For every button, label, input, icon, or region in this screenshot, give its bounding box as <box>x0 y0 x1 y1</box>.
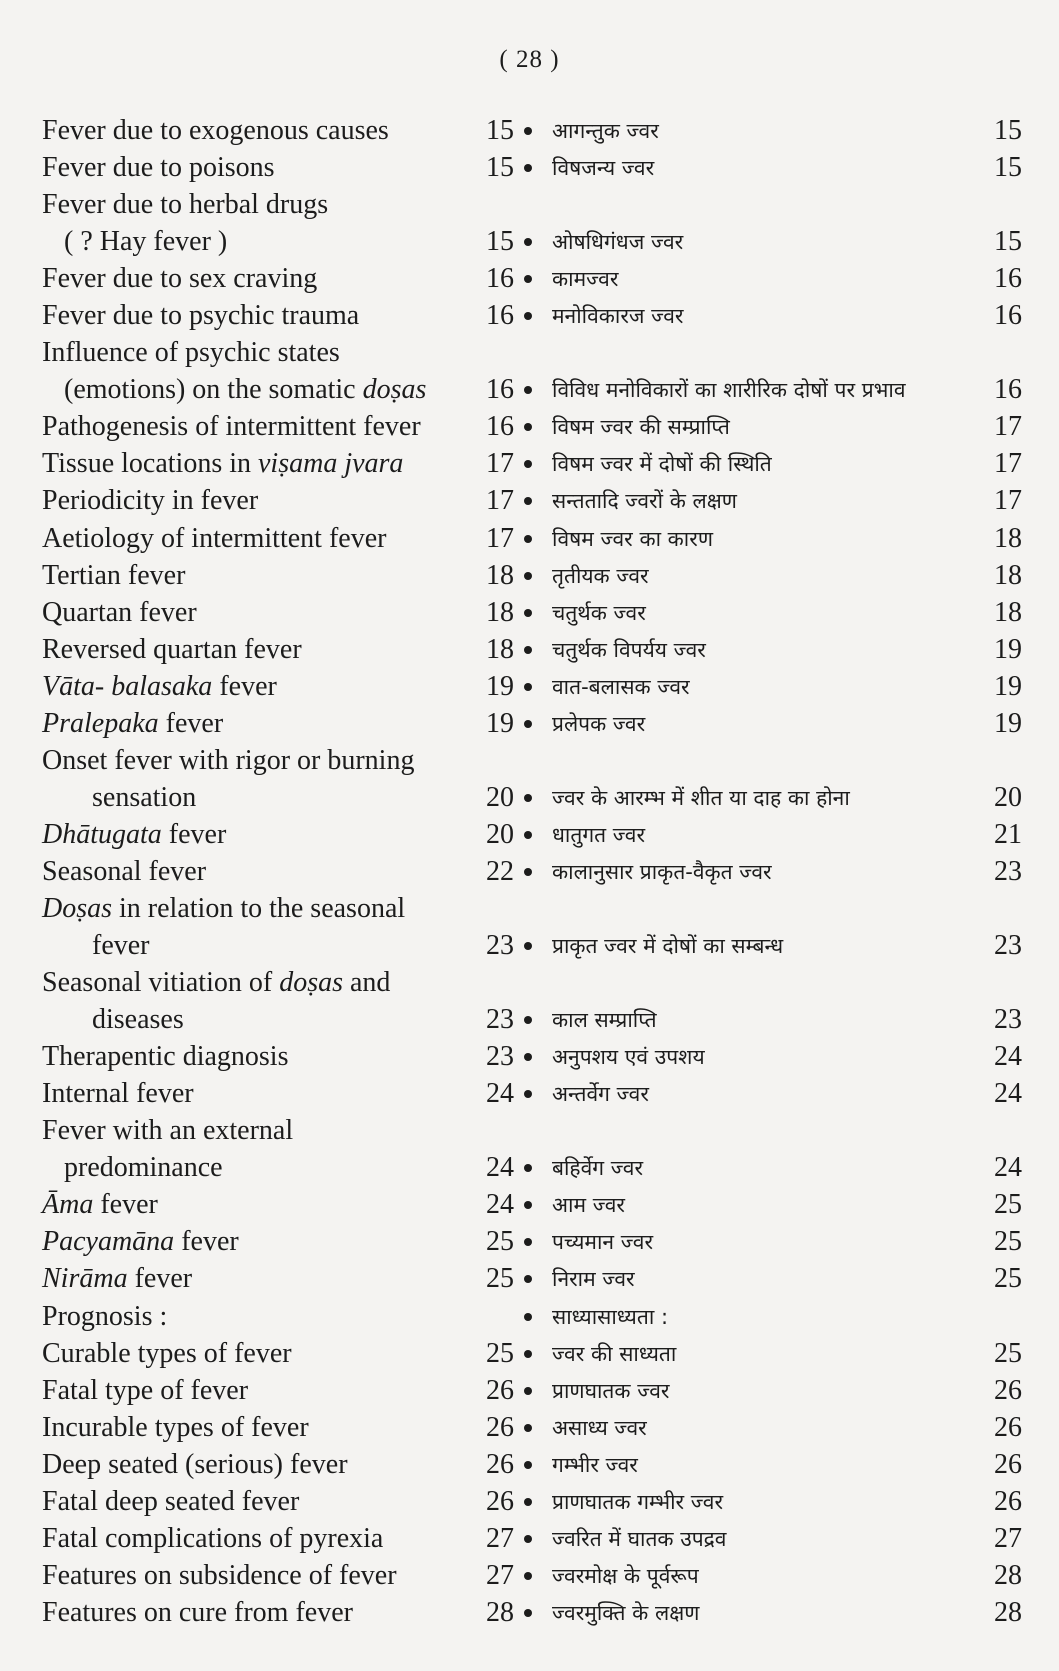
english-page-number: 19 <box>486 670 514 702</box>
english-entry-text: Fever with an external <box>42 1115 294 1147</box>
toc-row <box>42 186 1022 223</box>
english-entry-italic-term: Vāta- balasaka <box>42 670 213 702</box>
bullet-icon <box>524 1424 532 1432</box>
english-page-number: 17 <box>486 485 514 517</box>
hindi-page-number: 19 <box>994 633 1022 665</box>
hindi-page-number: 24 <box>994 1078 1022 1110</box>
toc-row <box>42 371 1022 408</box>
hindi-entry: प्राकृत ज्वर में दोषों का सम्बन्ध <box>552 934 784 959</box>
english-page-number: 26 <box>486 1374 514 1406</box>
bullet-icon <box>524 497 532 505</box>
english-page-number: 18 <box>486 596 514 628</box>
hindi-entry: ज्वरमोक्ष के पूर्वरूप <box>552 1563 699 1588</box>
hindi-entry: धातुगत ज्वर <box>552 822 646 847</box>
hindi-entry: प्रलेपक ज्वर <box>552 711 646 736</box>
hindi-page-number: 27 <box>994 1522 1022 1554</box>
toc-row <box>42 1446 1022 1483</box>
english-page-number: 28 <box>486 1596 514 1628</box>
hindi-page-number: 19 <box>994 670 1022 702</box>
bullet-icon <box>524 460 532 468</box>
bullet-icon <box>524 831 532 839</box>
hindi-entry: चतुर्थक ज्वर <box>552 600 646 625</box>
english-entry-text: ( ? Hay fever ) <box>64 226 228 258</box>
toc-row <box>42 334 1022 371</box>
english-entry <box>42 408 421 445</box>
english-entry <box>42 1075 194 1112</box>
hindi-page-number: 20 <box>994 781 1022 813</box>
english-entry <box>42 445 403 482</box>
hindi-entry: विषजन्य ज्वर <box>552 156 655 181</box>
english-entry <box>42 1409 309 1446</box>
english-entry-text: predominance <box>64 1152 223 1184</box>
toc-row <box>42 1260 1022 1297</box>
english-entry <box>92 1001 184 1038</box>
bullet-icon <box>524 1201 532 1209</box>
hindi-page-number: 17 <box>994 448 1022 480</box>
english-entry <box>42 1446 348 1483</box>
hindi-entry: विषम ज्वर का कारण <box>552 526 714 551</box>
hindi-entry: ज्वर के आरम्भ में शीत या दाह का होना <box>552 785 850 810</box>
toc-row <box>42 112 1022 149</box>
hindi-entry: ओषधिगंधज ज्वर <box>552 230 684 255</box>
english-page-number: 26 <box>486 1448 514 1480</box>
toc-row <box>42 1335 1022 1372</box>
english-entry <box>42 297 359 334</box>
bullet-icon <box>524 646 532 654</box>
english-entry-text: Seasonal vitiation of <box>42 967 280 999</box>
bullet-icon <box>524 1164 532 1172</box>
bullet-icon <box>524 1498 532 1506</box>
hindi-entry: साध्यासाध्यता : <box>552 1304 669 1329</box>
english-entry <box>42 186 328 223</box>
toc-row <box>42 1038 1022 1075</box>
bullet-icon <box>524 238 532 246</box>
bullet-icon <box>524 1461 532 1469</box>
english-entry-italic-term: viṣama jvara <box>258 448 404 480</box>
english-entry <box>42 594 197 631</box>
english-entry <box>42 742 414 779</box>
english-entry-text: Aetiology of intermittent fever <box>42 522 387 554</box>
bullet-icon <box>524 1016 532 1024</box>
hindi-entry: ज्वरमुक्ति के लक्षण <box>552 1600 700 1625</box>
english-entry <box>42 1372 248 1409</box>
toc-row <box>42 816 1022 853</box>
english-entry <box>42 482 258 519</box>
hindi-page-number: 23 <box>994 1004 1022 1036</box>
bullet-icon <box>524 794 532 802</box>
english-entry-text: Fatal complications of pyrexia <box>42 1522 384 1554</box>
toc-row <box>42 705 1022 742</box>
hindi-entry: अन्तर्वेग ज्वर <box>552 1082 649 1107</box>
hindi-page-number: 19 <box>994 707 1022 739</box>
hindi-entry: विषम ज्वर में दोषों की स्थिति <box>552 452 772 477</box>
english-entry-text: Prognosis : <box>42 1300 168 1332</box>
bullet-icon <box>524 1350 532 1358</box>
hindi-page-number: 17 <box>994 485 1022 517</box>
english-entry <box>42 520 386 557</box>
toc-row <box>42 890 1022 927</box>
bullet-icon <box>524 127 532 135</box>
english-entry-text-suffix: fever <box>93 1189 158 1221</box>
english-entry-text: Quartan fever <box>42 596 197 628</box>
bullet-icon <box>524 275 532 283</box>
english-entry-italic-term: Dhātugata <box>42 818 162 850</box>
english-entry <box>42 1260 192 1297</box>
toc-row <box>42 1112 1022 1149</box>
english-entry <box>42 149 275 186</box>
hindi-page-number: 28 <box>994 1559 1022 1591</box>
bullet-icon <box>524 1238 532 1246</box>
english-page-number: 24 <box>486 1078 514 1110</box>
hindi-entry: प्राणघातक ज्वर <box>552 1378 670 1403</box>
english-entry-text: Tertian fever <box>42 559 186 591</box>
english-page-number: 16 <box>486 411 514 443</box>
toc-row <box>42 520 1022 557</box>
toc-row <box>42 964 1022 1001</box>
toc-row <box>42 927 1022 964</box>
toc-row <box>42 668 1022 705</box>
english-page-number: 22 <box>486 855 514 887</box>
english-page-number: 20 <box>486 781 514 813</box>
hindi-entry: ज्वर की साध्यता <box>552 1341 677 1366</box>
english-entry-text: Features on subsidence of fever <box>42 1559 397 1591</box>
english-entry <box>92 927 150 964</box>
toc-row <box>42 482 1022 519</box>
english-entry <box>42 334 340 371</box>
english-entry <box>92 779 196 816</box>
hindi-entry: सन्ततादि ज्वरों के लक्षण <box>552 489 737 514</box>
english-entry <box>42 1557 397 1594</box>
hindi-entry: कालानुसार प्राकृत-वैकृत ज्वर <box>552 859 772 884</box>
hindi-page-number: 25 <box>994 1337 1022 1369</box>
hindi-entry: आगन्तुक ज्वर <box>552 119 659 143</box>
toc-row <box>42 445 1022 482</box>
bullet-icon <box>524 1535 532 1543</box>
toc-row <box>42 408 1022 445</box>
english-entry-text-suffix: fever <box>161 818 227 850</box>
english-entry-text-suffix: fever <box>174 1226 239 1258</box>
english-entry-text: Therapentic diagnosis <box>42 1041 289 1073</box>
toc-row <box>42 1298 1022 1335</box>
toc-row <box>42 1557 1022 1594</box>
hindi-page-number: 17 <box>994 411 1022 443</box>
toc-row <box>42 1372 1022 1409</box>
hindi-entry: विषम ज्वर की सम्प्राप्ति <box>552 415 730 440</box>
hindi-entry: कामज्वर <box>552 267 619 292</box>
hindi-page-number: 16 <box>994 374 1022 406</box>
english-page-number: 15 <box>486 115 514 146</box>
bullet-icon <box>524 164 532 172</box>
hindi-page-number: 23 <box>994 930 1022 962</box>
hindi-page-number: 21 <box>994 818 1022 850</box>
hindi-page-number: 18 <box>994 522 1022 554</box>
hindi-page-number: 26 <box>994 1374 1022 1406</box>
english-entry-text: Pathogenesis of intermittent fever <box>42 411 421 443</box>
english-entry-text-suffix: and <box>342 967 391 999</box>
english-entry-text: Features on cure from fever <box>42 1596 353 1628</box>
english-entry-text: Fever due to poisons <box>42 152 275 184</box>
toc-row <box>42 1223 1022 1260</box>
english-page-number: 18 <box>486 559 514 591</box>
english-page-number: 20 <box>486 818 514 850</box>
hindi-page-number: 16 <box>994 300 1022 332</box>
hindi-entry: विविध मनोविकारों का शारीरिक दोषों पर प्रभाव <box>552 378 906 403</box>
toc-row <box>42 1409 1022 1446</box>
english-entry-italic-term: Āma <box>42 1189 94 1221</box>
hindi-page-number: 15 <box>994 226 1022 258</box>
bullet-icon <box>524 609 532 617</box>
english-entry <box>42 816 226 853</box>
english-page-number: 27 <box>486 1522 514 1554</box>
english-entry-text: Curable types of fever <box>42 1337 292 1369</box>
english-entry-text: fever <box>92 930 150 962</box>
hindi-entry: निराम ज्वर <box>552 1267 635 1292</box>
english-page-number: 25 <box>486 1263 514 1295</box>
english-entry <box>64 223 227 260</box>
bullet-icon <box>524 423 532 431</box>
hindi-page-number: 18 <box>994 596 1022 628</box>
english-entry-italic-term: doṣas <box>362 374 427 406</box>
toc-row <box>42 779 1022 816</box>
english-entry-text: Reversed quartan fever <box>42 633 302 665</box>
toc-row <box>42 149 1022 186</box>
english-entry <box>64 371 426 408</box>
toc-row <box>42 1186 1022 1223</box>
english-page-number: 26 <box>486 1485 514 1517</box>
bullet-icon <box>524 1090 532 1098</box>
hindi-page-number: 25 <box>994 1189 1022 1221</box>
english-entry-text-suffix: in relation to the seasonal <box>112 892 406 924</box>
english-entry <box>42 964 390 1001</box>
toc-row <box>42 1149 1022 1186</box>
english-entry-italic-term: Pralepaka <box>42 707 159 739</box>
bullet-icon <box>524 868 532 876</box>
bullet-icon <box>524 312 532 320</box>
bullet-icon <box>524 1387 532 1395</box>
bullet-icon <box>524 1572 532 1580</box>
english-entry-text: Fever due to sex craving <box>42 263 318 295</box>
english-entry-italic-term: Doṣas <box>42 892 113 924</box>
hindi-page-number: 26 <box>994 1411 1022 1443</box>
hindi-entry: काल सम्प्राप्ति <box>552 1008 657 1033</box>
hindi-entry: ज्वरित में घातक उपद्रव <box>552 1526 727 1551</box>
hindi-page-number: 26 <box>994 1485 1022 1517</box>
english-entry <box>42 1223 239 1260</box>
english-entry <box>42 890 405 927</box>
hindi-page-number: 15 <box>994 152 1022 184</box>
english-entry-text-suffix: fever <box>158 707 224 739</box>
english-entry <box>42 1483 299 1520</box>
hindi-entry: मनोविकारज ज्वर <box>552 304 684 329</box>
english-entry-text: Fever due to herbal drugs <box>42 189 329 221</box>
english-entry <box>42 1335 292 1372</box>
hindi-page-number: 24 <box>994 1152 1022 1184</box>
toc-row <box>42 1075 1022 1112</box>
english-entry <box>42 1112 293 1149</box>
english-page-number: 25 <box>486 1337 514 1369</box>
english-page-number: 16 <box>486 263 514 295</box>
english-entry-text: Fever due to psychic trauma <box>42 300 360 332</box>
bullet-icon <box>524 572 532 580</box>
english-entry-text: Seasonal fever <box>42 855 207 887</box>
toc-row <box>42 260 1022 297</box>
english-entry-text: sensation <box>92 781 197 813</box>
english-entry-text-suffix: fever <box>127 1263 193 1295</box>
english-entry <box>42 705 223 742</box>
english-page-number: 16 <box>486 300 514 332</box>
toc-row <box>42 853 1022 890</box>
english-entry-text: Incurable types of fever <box>42 1411 309 1443</box>
english-entry <box>42 112 389 149</box>
english-entry <box>42 853 206 890</box>
hindi-entry: चतुर्थक विपर्यय ज्वर <box>552 637 706 662</box>
english-page-number: 17 <box>486 448 514 480</box>
english-page-number: 25 <box>486 1226 514 1258</box>
english-entry <box>42 260 317 297</box>
bullet-icon <box>524 1313 532 1321</box>
english-entry-text: diseases <box>92 1004 184 1036</box>
hindi-entry: वात-बलासक ज्वर <box>552 674 690 699</box>
hindi-page-number: 15 <box>994 115 1022 146</box>
bullet-icon <box>524 683 532 691</box>
hindi-entry: असाध्य ज्वर <box>552 1415 647 1440</box>
table-of-contents <box>42 112 1022 1631</box>
toc-row <box>42 223 1022 260</box>
hindi-entry: प्राणघातक गम्भीर ज्वर <box>552 1489 724 1514</box>
english-page-number: 27 <box>486 1559 514 1591</box>
hindi-page-number: 25 <box>994 1263 1022 1295</box>
hindi-entry: अनुपशय एवं उपशय <box>552 1045 705 1070</box>
english-entry-text: Onset fever with rigor or burning <box>42 744 415 776</box>
bullet-icon <box>524 1609 532 1617</box>
english-entry-italic-term: Pacyamāna <box>42 1226 175 1258</box>
english-page-number: 24 <box>486 1189 514 1221</box>
hindi-page-number: 25 <box>994 1226 1022 1258</box>
hindi-page-number: 24 <box>994 1041 1022 1073</box>
bullet-icon <box>524 535 532 543</box>
hindi-page-number: 23 <box>994 855 1022 887</box>
bullet-icon <box>524 1275 532 1283</box>
bullet-icon <box>524 386 532 394</box>
english-entry-text: Fatal type of fever <box>42 1374 249 1406</box>
hindi-entry: आम ज्वर <box>552 1193 625 1218</box>
toc-row <box>42 1483 1022 1520</box>
english-entry <box>42 557 185 594</box>
english-entry-text: Fever due to exogenous causes <box>42 115 389 146</box>
english-entry <box>42 1298 167 1335</box>
toc-row <box>42 297 1022 334</box>
toc-row <box>42 742 1022 779</box>
english-entry-text: Tissue locations in <box>42 448 258 480</box>
english-entry-text: Fatal deep seated fever <box>42 1485 300 1517</box>
hindi-page-number: 16 <box>994 263 1022 295</box>
english-entry <box>42 1520 383 1557</box>
english-entry <box>42 1186 158 1223</box>
english-page-number: 16 <box>486 374 514 406</box>
toc-row <box>42 557 1022 594</box>
english-page-number: 23 <box>486 1041 514 1073</box>
english-page-number: 23 <box>486 1004 514 1036</box>
english-entry <box>42 668 277 705</box>
english-entry <box>42 631 302 668</box>
english-entry-text: (emotions) on the somatic <box>64 374 363 406</box>
toc-row <box>42 631 1022 668</box>
english-page-number: 18 <box>486 633 514 665</box>
hindi-entry: तृतीयक ज्वर <box>552 563 649 588</box>
english-entry-italic-term: Nirāma <box>42 1263 128 1295</box>
toc-row <box>42 1520 1022 1557</box>
english-page-number: 23 <box>486 930 514 962</box>
toc-row <box>42 1594 1022 1631</box>
english-page-number: 17 <box>486 522 514 554</box>
english-entry-text: Internal fever <box>42 1078 194 1110</box>
english-entry <box>64 1149 223 1186</box>
hindi-entry: गम्भीर ज्वर <box>552 1452 638 1477</box>
english-entry-text-suffix: fever <box>212 670 277 702</box>
english-page-number: 19 <box>486 707 514 739</box>
hindi-entry: बहिर्वेग ज्वर <box>552 1156 644 1181</box>
english-page-number: 26 <box>486 1411 514 1443</box>
hindi-page-number: 18 <box>994 559 1022 591</box>
english-entry-text: Periodicity in fever <box>42 485 259 517</box>
english-page-number: 24 <box>486 1152 514 1184</box>
page-number: ( 28 ) <box>499 46 560 73</box>
toc-row <box>42 594 1022 631</box>
bullet-icon <box>524 720 532 728</box>
hindi-page-number: 28 <box>994 1596 1022 1628</box>
english-entry <box>42 1594 353 1631</box>
english-page-number: 15 <box>486 226 514 258</box>
english-entry-text: Deep seated (serious) fever <box>42 1448 348 1480</box>
toc-row <box>42 1001 1022 1038</box>
english-entry <box>42 1038 288 1075</box>
bullet-icon <box>524 942 532 950</box>
english-page-number: 15 <box>486 152 514 184</box>
english-entry-italic-term: doṣas <box>279 967 343 999</box>
hindi-page-number: 26 <box>994 1448 1022 1480</box>
hindi-entry: पच्यमान ज्वर <box>552 1230 654 1255</box>
bullet-icon <box>524 1053 532 1061</box>
english-entry-text: Influence of psychic states <box>42 337 340 369</box>
